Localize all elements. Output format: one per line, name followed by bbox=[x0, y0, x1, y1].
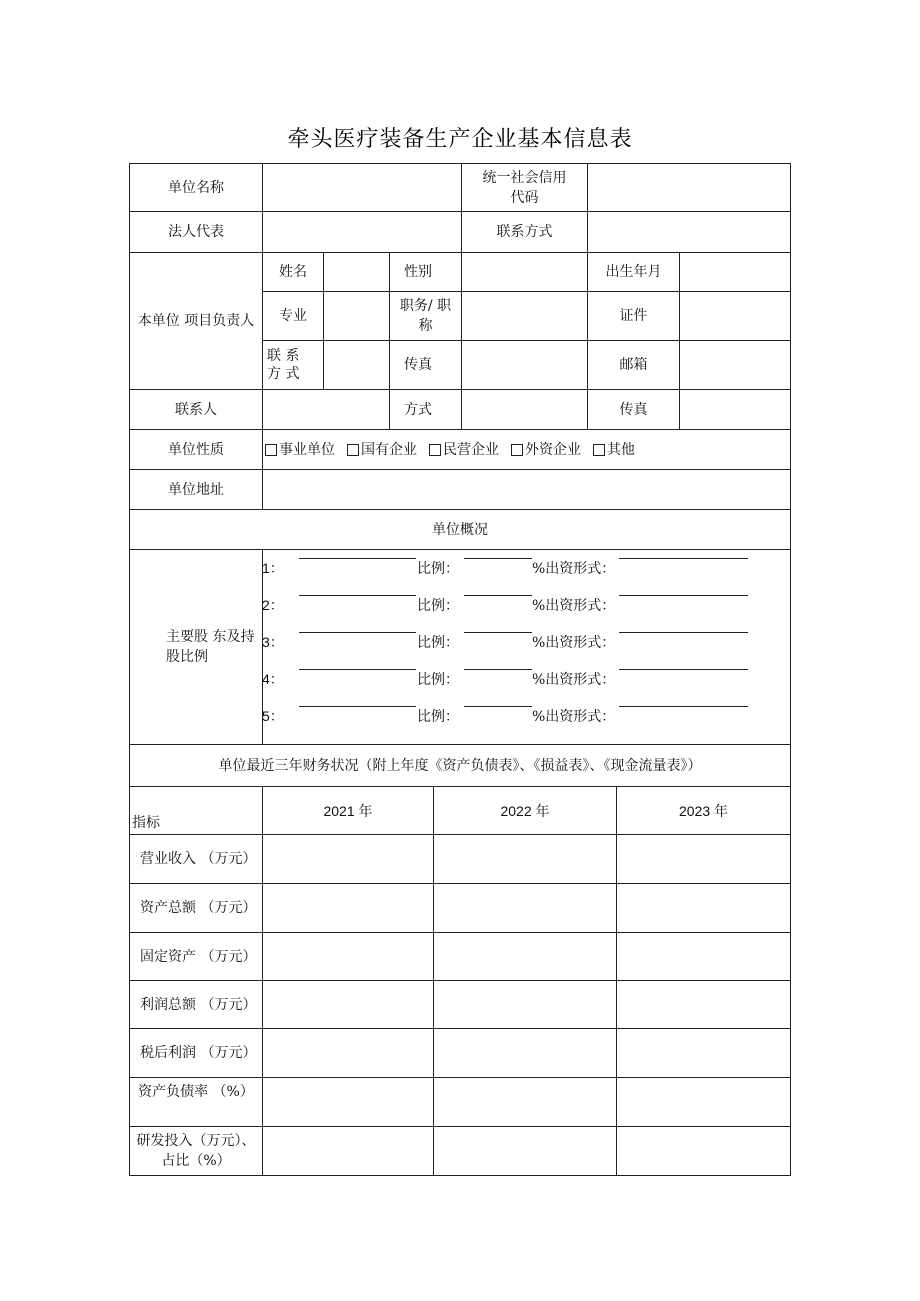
percent-form-label: %出资形式： bbox=[532, 561, 616, 577]
finance-cell[interactable] bbox=[262, 1077, 434, 1127]
option-label: 事业单位 bbox=[279, 441, 335, 458]
shareholder-number: 2： bbox=[262, 597, 284, 613]
finance-cell[interactable] bbox=[616, 980, 791, 1029]
lead-name-label: 姓名 bbox=[262, 252, 324, 292]
ratio-label: 比例： bbox=[417, 672, 459, 688]
ratio-line[interactable] bbox=[464, 632, 532, 633]
finance-cell[interactable] bbox=[262, 932, 434, 981]
finance-cell[interactable] bbox=[433, 1077, 617, 1127]
finance-row-label: 资产负债率 （%） bbox=[129, 1077, 263, 1127]
finance-cell[interactable] bbox=[262, 834, 434, 884]
finance-row-label: 营业收入 （万元） bbox=[129, 834, 263, 884]
finance-cell[interactable] bbox=[616, 834, 791, 884]
unit-nature-label: 单位性质 bbox=[129, 429, 263, 470]
lead-fax-field[interactable] bbox=[461, 340, 588, 390]
ratio-label: 比例： bbox=[417, 561, 459, 577]
checkbox-waizi[interactable] bbox=[511, 444, 523, 456]
finance-cell[interactable] bbox=[262, 1028, 434, 1078]
form-line[interactable] bbox=[619, 595, 748, 596]
shareholder-row bbox=[262, 632, 762, 652]
finance-row-label: 固定资产 （万元） bbox=[129, 932, 263, 981]
legal-rep-field[interactable] bbox=[262, 211, 462, 253]
legal-rep-label: 法人代表 bbox=[129, 211, 263, 253]
lead-email-field[interactable] bbox=[679, 340, 791, 390]
form-line[interactable] bbox=[619, 669, 748, 670]
lead-position-field[interactable] bbox=[461, 291, 588, 341]
year-2022: 2022 年 bbox=[433, 786, 617, 835]
ratio-label: 比例： bbox=[417, 635, 459, 651]
credit-code-label: 统一社会信用 代码 bbox=[461, 163, 588, 212]
shareholder-name-line[interactable] bbox=[299, 632, 416, 633]
contact-person-method-label: 方式 bbox=[389, 389, 462, 430]
lead-gender-field[interactable] bbox=[461, 252, 588, 292]
lead-contact-field[interactable] bbox=[323, 340, 390, 390]
unit-nature-options bbox=[262, 429, 791, 470]
finance-cell[interactable] bbox=[433, 1126, 617, 1176]
lead-birth-field[interactable] bbox=[679, 252, 791, 292]
option-label: 外资企业 bbox=[525, 441, 581, 458]
ratio-line[interactable] bbox=[464, 706, 532, 707]
ratio-line[interactable] bbox=[464, 558, 532, 559]
lead-fax-label: 传真 bbox=[389, 340, 462, 390]
option-label: 国有企业 bbox=[361, 441, 417, 458]
checkbox-minying[interactable] bbox=[429, 444, 441, 456]
shareholder-name-line[interactable] bbox=[299, 706, 416, 707]
year-2021: 2021 年 bbox=[262, 786, 434, 835]
finance-cell[interactable] bbox=[616, 1126, 791, 1176]
percent-form-label: %出资形式： bbox=[532, 635, 616, 651]
finance-header: 单位最近三年财务状况（附上年度《资产负债表》、《损益表》、《现金流量表》） bbox=[129, 744, 791, 787]
credit-code-field[interactable] bbox=[587, 163, 791, 212]
contact-person-field[interactable] bbox=[262, 389, 390, 430]
contact-person-fax-label: 传真 bbox=[587, 389, 680, 430]
lead-contact-label: 联 系 方 式 bbox=[262, 340, 324, 390]
unit-address-field[interactable] bbox=[262, 469, 791, 510]
finance-cell[interactable] bbox=[433, 834, 617, 884]
finance-cell[interactable] bbox=[433, 932, 617, 981]
ratio-line[interactable] bbox=[464, 595, 532, 596]
finance-cell[interactable] bbox=[433, 883, 617, 933]
form-line[interactable] bbox=[619, 706, 748, 707]
finance-cell[interactable] bbox=[616, 932, 791, 981]
finance-row-label: 税后利润 （万元） bbox=[129, 1028, 263, 1078]
finance-cell[interactable] bbox=[616, 1028, 791, 1078]
page-title: 牵头医疗装备生产企业基本信息表 bbox=[287, 127, 633, 152]
finance-cell[interactable] bbox=[262, 980, 434, 1029]
lead-gender-label: 性别 bbox=[389, 252, 462, 292]
lead-name-field[interactable] bbox=[323, 252, 390, 292]
lead-birth-label: 出生年月 bbox=[587, 252, 680, 292]
unit-name-field[interactable] bbox=[262, 163, 462, 212]
shareholder-number: 4： bbox=[262, 671, 284, 687]
shareholder-name-line[interactable] bbox=[299, 669, 416, 670]
option-label: 民营企业 bbox=[443, 441, 499, 458]
finance-cell[interactable] bbox=[433, 1028, 617, 1078]
percent-form-label: %出资形式： bbox=[532, 672, 616, 688]
contact-method-label: 联系方式 bbox=[461, 211, 588, 253]
shareholder-name-line[interactable] bbox=[299, 558, 416, 559]
finance-cell[interactable] bbox=[433, 980, 617, 1029]
lead-position-label: 职务/ 职称 bbox=[389, 291, 462, 341]
percent-form-label: %出资形式： bbox=[532, 598, 616, 614]
shareholder-number: 1： bbox=[262, 560, 284, 576]
ratio-line[interactable] bbox=[464, 669, 532, 670]
year-2023: 2023 年 bbox=[616, 786, 791, 835]
option-label: 其他 bbox=[607, 441, 635, 458]
shareholder-row bbox=[262, 595, 762, 615]
finance-row-label: 资产总额 （万元） bbox=[129, 883, 263, 933]
unit-overview-header: 单位概况 bbox=[129, 509, 791, 550]
lead-id-label: 证件 bbox=[587, 291, 680, 341]
lead-id-field[interactable] bbox=[679, 291, 791, 341]
shareholder-row bbox=[262, 669, 762, 689]
ratio-label: 比例： bbox=[417, 598, 459, 614]
checkbox-shiye[interactable] bbox=[265, 444, 277, 456]
finance-cell[interactable] bbox=[262, 883, 434, 933]
unit-name-label: 单位名称 bbox=[129, 163, 263, 212]
shareholder-row bbox=[262, 706, 762, 726]
shareholder-name-line[interactable] bbox=[299, 595, 416, 596]
contact-person-method-field[interactable] bbox=[461, 389, 588, 430]
finance-cell[interactable] bbox=[616, 1077, 791, 1127]
finance-row-label: 研发投入（万元）、占比（%） bbox=[129, 1126, 263, 1176]
unit-address-label: 单位地址 bbox=[129, 469, 263, 510]
contact-method-field[interactable] bbox=[587, 211, 791, 253]
lead-major-label: 专业 bbox=[262, 291, 324, 341]
form-line[interactable] bbox=[619, 632, 748, 633]
lead-email-label: 邮箱 bbox=[587, 340, 680, 390]
checkbox-guoyou[interactable] bbox=[347, 444, 359, 456]
project-lead-label: 本单位 项目负责人 bbox=[129, 252, 263, 390]
lead-major-field[interactable] bbox=[323, 291, 390, 341]
finance-row-label: 利润总额 （万元） bbox=[129, 980, 263, 1029]
finance-cell[interactable] bbox=[616, 883, 791, 933]
checkbox-qita[interactable] bbox=[593, 444, 605, 456]
contact-person-label: 联系人 bbox=[129, 389, 263, 430]
shareholder-number: 3： bbox=[262, 634, 284, 650]
contact-person-fax-field[interactable] bbox=[679, 389, 791, 430]
finance-cell[interactable] bbox=[262, 1126, 434, 1176]
shareholder-number: 5： bbox=[262, 708, 284, 724]
indicator-label: 指标 bbox=[129, 786, 263, 835]
shareholder-row bbox=[262, 558, 762, 578]
percent-form-label: %出资形式： bbox=[532, 709, 616, 725]
ratio-label: 比例： bbox=[417, 709, 459, 725]
shareholders-label: 主要股 东及持 股比例 bbox=[129, 549, 263, 745]
form-line[interactable] bbox=[619, 558, 748, 559]
